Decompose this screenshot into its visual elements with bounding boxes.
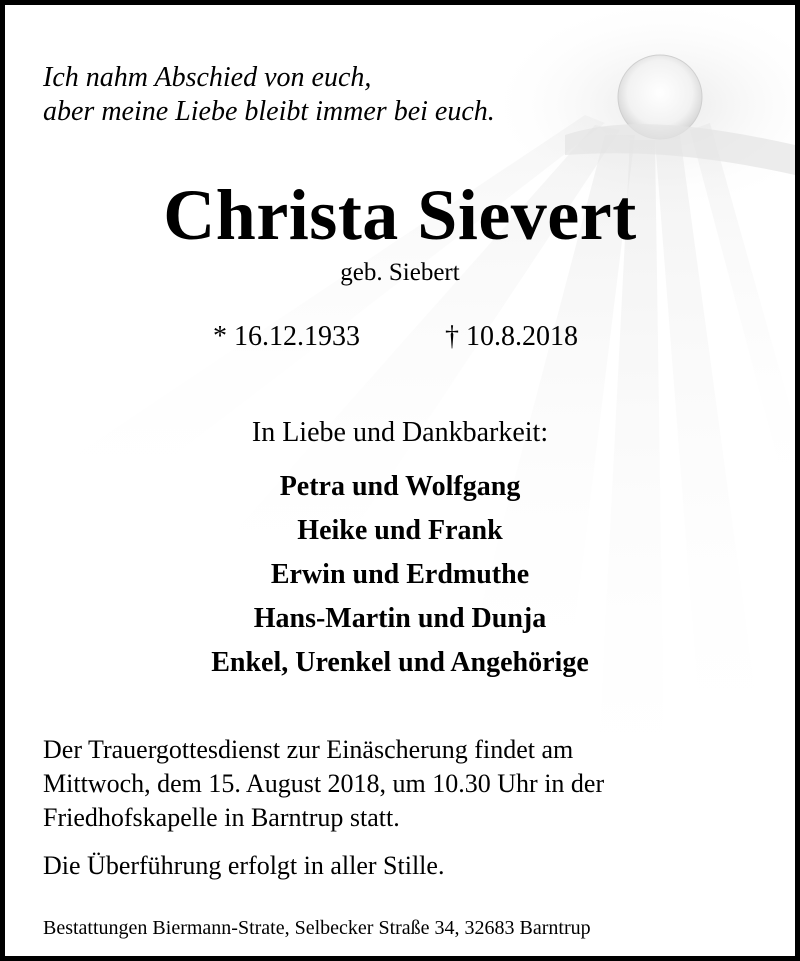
birth-date: * 16.12.1933 [213, 321, 360, 352]
motto-line-2: aber meine Liebe bleibt immer bei euch. [43, 96, 495, 127]
gratitude-intro: In Liebe und Dankbarkeit: [251, 417, 549, 448]
service-info-line-2: Mittwoch, dem 15. August 2018, um 10.30 Uhr in der [43, 769, 605, 798]
deceased-name: Christa Sievert [163, 175, 637, 255]
mourner-name: Enkel, Urenkel und Angehörige [211, 647, 589, 678]
mourner-name: Erwin und Erdmuthe [270, 559, 530, 590]
transfer-info: Die Überführung erfolgt in aller Stille. [43, 851, 445, 880]
mourner-name: Heike und Frank [297, 515, 503, 546]
service-info-line-1: Der Trauergottesdienst zur Einäscherung findet am [43, 735, 574, 764]
undertaker-footer: Bestattungen Biermann-Strate, Selbecker Straße 34, 32683 Barntrup [43, 917, 591, 939]
mourner-name: Petra und Wolfgang [279, 471, 521, 502]
mourner-name: Hans-Martin und Dunja [253, 603, 547, 634]
death-date: † 10.8.2018 [445, 321, 578, 352]
maiden-name: geb. Siebert [340, 259, 460, 286]
motto-line-1: Ich nahm Abschied von euch, [43, 62, 372, 93]
service-info-line-3: Friedhofskapelle in Barntrup statt. [43, 803, 400, 832]
